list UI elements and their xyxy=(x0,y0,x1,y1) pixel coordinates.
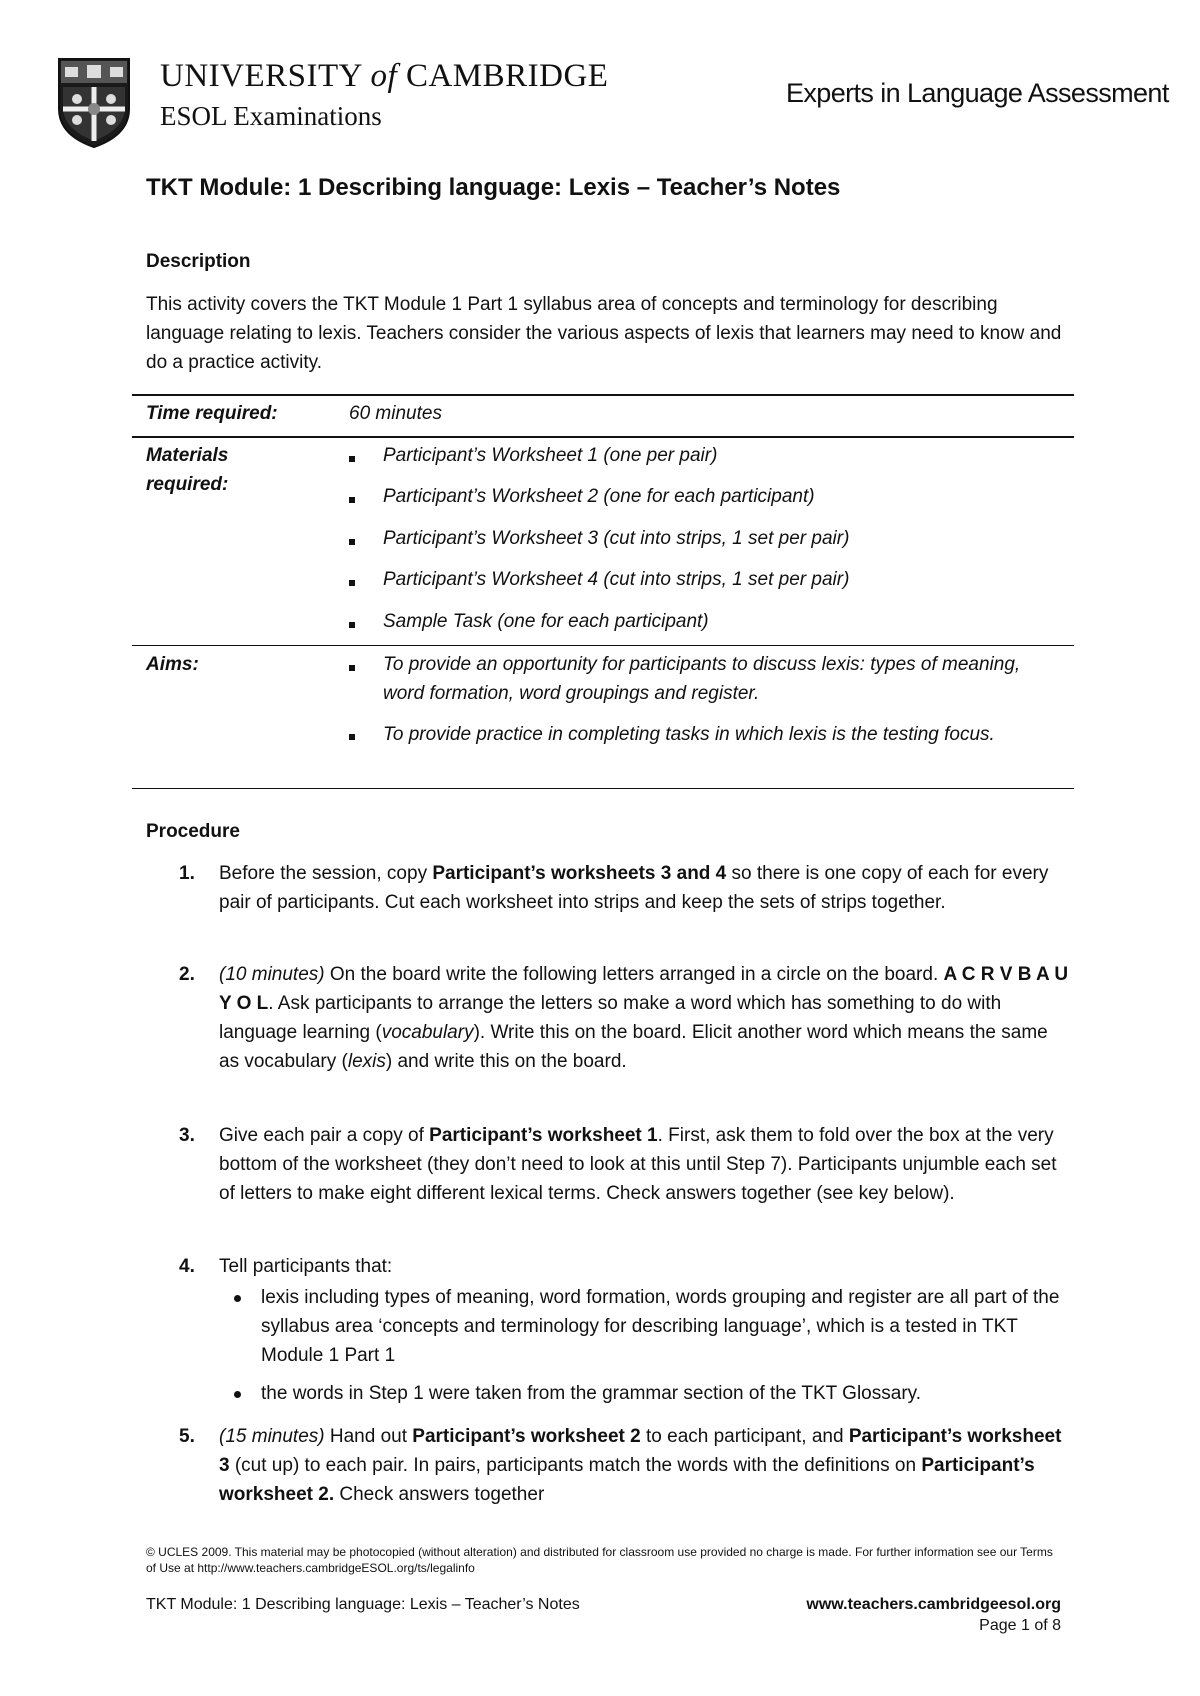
step-number: 1. xyxy=(179,863,195,884)
document-title: TKT Module: 1 Describing language: Lexis – Teacher’s Notes xyxy=(146,174,841,201)
bullet-icon xyxy=(349,497,355,503)
description-heading: Description xyxy=(146,251,251,272)
table-rule xyxy=(132,436,1074,438)
step-5-text: (15 minutes) Hand out Participant’s worksheet 2 to each participant, and Participant’s worksheet 3 (cut up) to each pair. In pairs, participants match the words with the definitions on Participant’s worksheet 2. Check answers together xyxy=(219,1426,1062,1505)
bullet-icon xyxy=(349,580,355,586)
table-top-rule xyxy=(132,394,1074,396)
page-number: Page 1 of 8 xyxy=(979,1617,1061,1634)
step-number: 2. xyxy=(179,964,195,985)
table-rule xyxy=(132,645,1074,646)
description-text: This activity covers the TKT Module 1 Part 1 syllabus area of concepts and terminology for describing language relating to lexis. Teachers consider the various aspects of lexis that learners may need to know and do a practice activity. xyxy=(146,294,1062,373)
bullet-icon xyxy=(349,622,355,628)
footer-document-name: TKT Module: 1 Describing language: Lexis – Teacher’s Notes xyxy=(146,1596,580,1613)
tagline: Experts in Language Assessment xyxy=(786,78,1169,108)
step-4-bullet: lexis including types of meaning, word formation, words grouping and register are all part of the syllabus area ‘concepts and terminology for describing language’, which is a tested in TKT Module 1 Part 1 xyxy=(261,1287,1060,1366)
bullet-icon xyxy=(349,734,355,740)
esol-examinations: ESOL Examinations xyxy=(160,101,382,131)
time-required-label: Time required: xyxy=(146,403,278,424)
bullet-icon xyxy=(349,456,355,462)
materials-item: Participant’s Worksheet 1 (one per pair) xyxy=(383,445,718,466)
materials-item: Participant’s Worksheet 4 (cut into strips, 1 set per pair) xyxy=(383,569,850,590)
materials-required-label: Materials required: xyxy=(146,445,229,495)
materials-item: Participant’s Worksheet 3 (cut into strips, 1 set per pair) xyxy=(383,528,850,549)
step-number: 3. xyxy=(179,1125,195,1146)
copyright-notice: © UCLES 2009. This material may be photocopied (without alteration) and distributed for classroom use provided no charge is made. For further information see our Terms of Use at http://www.teachers.cambridgeESOL.org/ts/legalinfo xyxy=(146,1545,1053,1575)
bullet-icon xyxy=(234,1295,241,1302)
step-2-text: (10 minutes) On the board write the following letters arranged in a circle on the board. A C R V B A U Y O L. Ask participants to arrange the letters so make a word which has something to do with language learning (vocabulary). Write this on the board. Elicit another word which means the same as vocabulary (lexis) and write this on the board. xyxy=(219,964,1069,1072)
bullet-icon xyxy=(349,665,355,671)
aims-label: Aims: xyxy=(146,654,199,675)
materials-item: Sample Task (one for each participant) xyxy=(383,611,709,632)
aims-item: To provide an opportunity for participants to discuss lexis: types of meaning, word formation, word groupings and register. xyxy=(383,654,1021,704)
bullet-icon xyxy=(349,539,355,545)
footer-website-link[interactable]: www.teachers.cambridgeesol.org xyxy=(806,1596,1061,1613)
step-3-text: Give each pair a copy of Participant’s worksheet 1. First, ask them to fold over the box at the very bottom of the worksheet (they don’t need to look at this until Step 7). Participants unjumble each set of letters to make eight different lexical terms. Check answers together (see key below). xyxy=(219,1125,1057,1204)
aims-item: To provide practice in completing tasks in which lexis is the testing focus. xyxy=(383,724,995,745)
university-name: UNIVERSITY of CAMBRIDGE xyxy=(160,58,609,94)
table-bottom-rule xyxy=(132,788,1074,789)
bullet-icon xyxy=(234,1391,241,1398)
step-4-bullet: the words in Step 1 were taken from the grammar section of the TKT Glossary. xyxy=(261,1383,922,1404)
step-number: 4. xyxy=(179,1256,195,1277)
time-required-value: 60 minutes xyxy=(349,403,442,424)
step-4-text: Tell participants that: xyxy=(219,1256,393,1277)
university-crest-logo xyxy=(57,57,131,149)
procedure-heading: Procedure xyxy=(146,821,240,842)
step-number: 5. xyxy=(179,1426,195,1447)
materials-item: Participant’s Worksheet 2 (one for each participant) xyxy=(383,486,815,507)
step-1-text: Before the session, copy Participant’s worksheets 3 and 4 so there is one copy of each for every pair of participants. Cut each worksheet into strips and keep the sets of strips together. xyxy=(219,863,1049,913)
